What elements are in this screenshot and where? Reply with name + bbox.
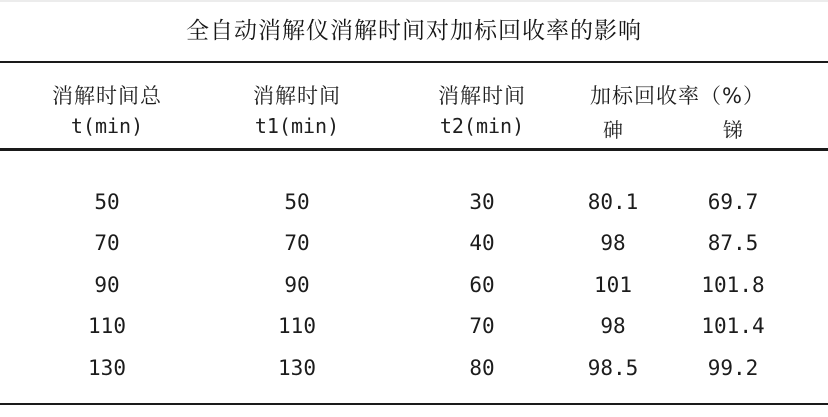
header-time-t2: 消解时间 bbox=[438, 84, 526, 108]
cell-time-t2: 60 bbox=[469, 272, 495, 297]
cell-antimony-recovery: 101.4 bbox=[701, 314, 765, 339]
cell-time-t1: 130 bbox=[278, 355, 316, 380]
cell-total-time: 110 bbox=[88, 314, 126, 339]
header-total-time: 消解时间总 bbox=[52, 84, 162, 108]
cell-antimony-recovery: 101.8 bbox=[701, 272, 765, 297]
cell-time-t1: 110 bbox=[278, 314, 316, 339]
header-recovery-group: 加标回收率（%） bbox=[590, 84, 765, 108]
cell-time-t2: 80 bbox=[469, 355, 495, 380]
cell-time-t2: 40 bbox=[469, 231, 495, 256]
table-body bbox=[0, 153, 824, 389]
cell-time-t2: 30 bbox=[469, 189, 495, 214]
header-time-t1: 消解时间 bbox=[253, 84, 341, 108]
cell-arsenic-recovery: 98 bbox=[600, 231, 626, 256]
header-arsenic: 砷 bbox=[603, 118, 623, 142]
cell-arsenic-recovery: 98.5 bbox=[587, 355, 639, 380]
cell-time-t1: 50 bbox=[284, 189, 310, 214]
header-total-time-unit: t(min) bbox=[70, 114, 144, 138]
cell-antimony-recovery: 87.5 bbox=[707, 231, 759, 256]
table-row bbox=[0, 264, 824, 306]
cell-total-time: 90 bbox=[94, 272, 120, 297]
cell-antimony-recovery: 69.7 bbox=[707, 189, 759, 214]
header-time-t1-unit: t1(min) bbox=[254, 114, 340, 138]
header-divider-line bbox=[0, 148, 828, 151]
table-bottom-line bbox=[0, 403, 828, 405]
cell-arsenic-recovery: 98 bbox=[600, 314, 626, 339]
table-title: 全自动消解仪消解时间对加标回收率的影响 bbox=[186, 18, 642, 44]
table-row bbox=[0, 306, 824, 348]
table-header bbox=[0, 62, 824, 153]
cell-total-time: 130 bbox=[88, 355, 126, 380]
header-antimony: 锑 bbox=[723, 118, 743, 142]
cell-total-time: 70 bbox=[94, 231, 120, 256]
table-row bbox=[0, 347, 824, 389]
cell-time-t1: 70 bbox=[284, 231, 310, 256]
cell-time-t2: 70 bbox=[469, 314, 495, 339]
cell-arsenic-recovery: 80.1 bbox=[587, 189, 639, 214]
cell-time-t1: 90 bbox=[284, 272, 310, 297]
cell-arsenic-recovery: 101 bbox=[594, 272, 632, 297]
header-time-t2-unit: t2(min) bbox=[439, 114, 525, 138]
cell-antimony-recovery: 99.2 bbox=[707, 355, 759, 380]
digestion-results-table bbox=[0, 62, 824, 389]
table-row bbox=[0, 153, 824, 223]
cell-total-time: 50 bbox=[94, 189, 120, 214]
scan-edge-artifact bbox=[0, 0, 828, 2]
table-row bbox=[0, 223, 824, 265]
